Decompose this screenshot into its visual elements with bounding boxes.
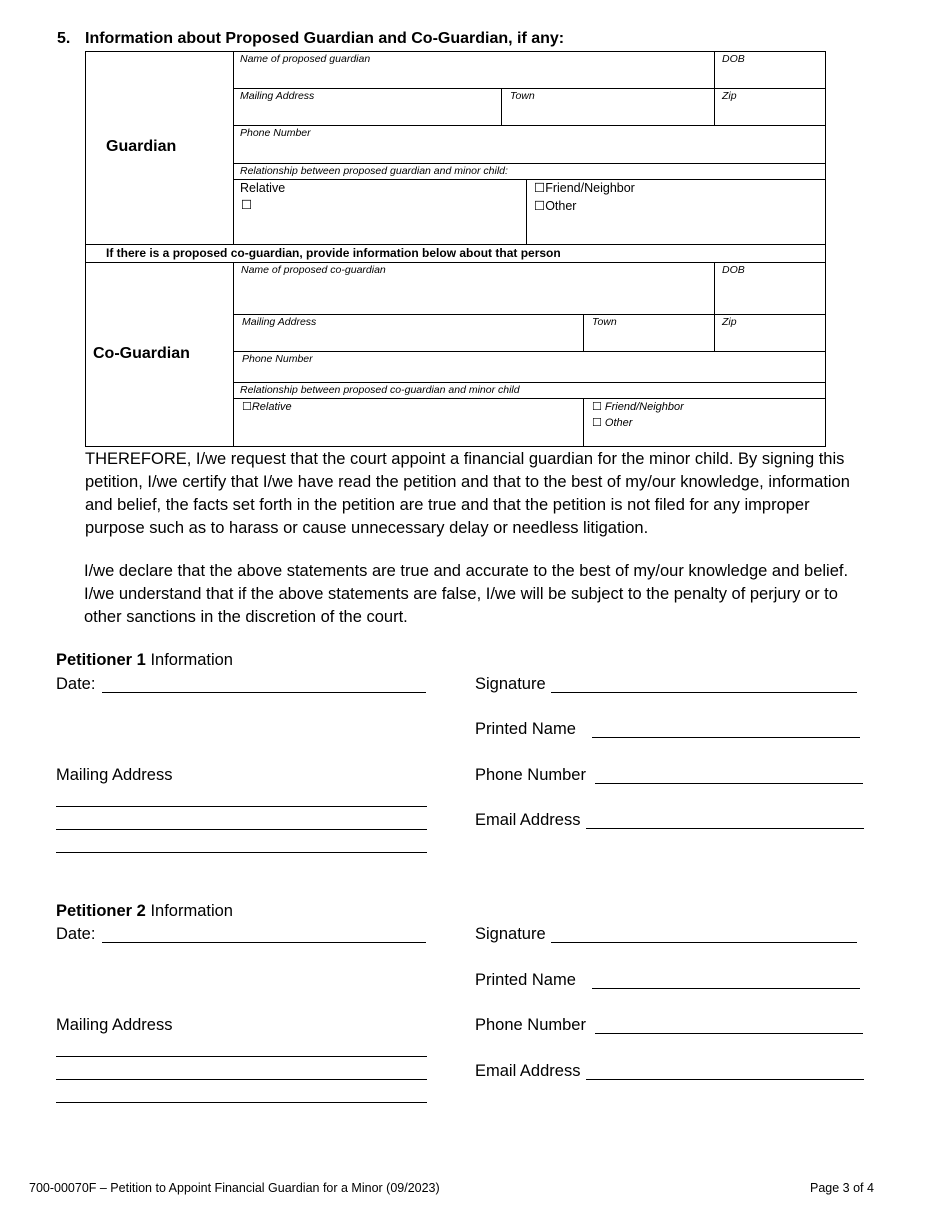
petitioner1-email-label: Email Address	[475, 811, 581, 829]
petitioner1-mailing-line-3[interactable]	[56, 852, 427, 853]
petitioner2-mailing-label: Mailing Address	[56, 1016, 173, 1034]
petitioner2-mailing-line-3[interactable]	[56, 1102, 427, 1103]
guardian-name-label: Name of proposed guardian	[240, 53, 371, 65]
petitioner1-phone-line[interactable]	[595, 783, 863, 784]
petitioner1-mailing-line-1[interactable]	[56, 806, 427, 807]
therefore-paragraph: THEREFORE, I/we request that the court appoint a financial guardian for the minor child. By signing this petition, I/we certify that I/we have read the petition and that to the best of my/our knowledge, information and belief, the facts set forth in the petition are true and that the petition is not filed for any improper purpose such as to harass or cause unnecessary delay or needless litigation.	[85, 450, 850, 537]
guardian-zip-label: Zip	[722, 90, 737, 102]
guardian-phone-label: Phone Number	[240, 127, 311, 139]
petitioner1-signature-label: Signature	[475, 675, 546, 693]
petitioner2-date-line[interactable]	[102, 942, 426, 943]
petitioner1-date-label: Date:	[56, 675, 96, 693]
petitioner1-mailing-line-2[interactable]	[56, 829, 427, 830]
petitioner2-email-label: Email Address	[475, 1062, 581, 1080]
petitioner2-printed-name-label: Printed Name	[475, 971, 576, 989]
petitioner2-mailing-line-2[interactable]	[56, 1079, 427, 1080]
petitioner2-email-line[interactable]	[586, 1079, 864, 1080]
petitioner2-heading	[56, 902, 233, 921]
petitioner1-signature-line[interactable]	[551, 692, 857, 693]
petitioner1-email-line[interactable]	[586, 828, 864, 829]
footer-form-id: 700-00070F – Petition to Appoint Financial Guardian for a Minor (09/2023)	[29, 1181, 440, 1195]
petitioner1-printed-name-label: Printed Name	[475, 720, 576, 738]
petitioner1-date-line[interactable]	[102, 692, 426, 693]
guardian-side-label: Guardian	[106, 138, 177, 155]
co-guardian-friend-checkbox[interactable]: ☐ Friend/Neighbor	[592, 401, 684, 413]
co-guardian-banner: If there is a proposed co-guardian, provide information below about that person	[106, 246, 561, 260]
petitioner2-phone-label: Phone Number	[475, 1016, 586, 1034]
guardian-relative-label: Relative	[240, 181, 286, 195]
section-title: Information about Proposed Guardian and Co-Guardian, if any:	[85, 30, 565, 47]
section-heading	[57, 30, 564, 48]
petitioner2-date-label: Date:	[56, 925, 96, 943]
guardian-dob-label: DOB	[722, 53, 745, 65]
petitioner1-mailing-label: Mailing Address	[56, 766, 173, 784]
guardian-relative-checkbox[interactable]: ☐	[241, 198, 253, 212]
guardian-friend-checkbox[interactable]: ☐Friend/Neighbor	[534, 181, 635, 195]
guardian-mailing-label: Mailing Address	[240, 90, 315, 102]
footer-page-number: Page 3 of 4	[810, 1181, 874, 1195]
co-guardian-town-label: Town	[592, 316, 617, 328]
petitioner2-heading-rest: Information	[145, 902, 233, 920]
co-guardian-zip-label: Zip	[722, 316, 737, 328]
section-number: 5.	[57, 30, 71, 47]
petitioner2-heading-bold: Petitioner 2	[56, 902, 146, 920]
petitioner2-phone-line[interactable]	[595, 1033, 863, 1034]
petitioner2-printed-name-line[interactable]	[592, 988, 860, 989]
petitioner2-signature-line[interactable]	[551, 942, 857, 943]
co-guardian-relative-checkbox[interactable]: ☐Relative	[242, 401, 292, 413]
declaration-paragraph: I/we declare that the above statements are true and accurate to the best of my/our knowledge and belief. I/we understand that if the above statements are false, I/we will be subject to the penalty of perjury or to other sanctions in the discretion of the court.	[84, 562, 849, 626]
petitioner1-printed-name-line[interactable]	[592, 737, 860, 738]
petitioner2-mailing-line-1[interactable]	[56, 1056, 427, 1057]
petitioner1-phone-label: Phone Number	[475, 766, 586, 784]
petitioner2-signature-label: Signature	[475, 925, 546, 943]
guardian-relationship-label: Relationship between proposed guardian and minor child:	[240, 165, 508, 177]
petitioner1-heading	[56, 651, 233, 670]
co-guardian-other-checkbox[interactable]: ☐ Other	[592, 417, 633, 429]
petitioner1-heading-rest: Information	[145, 651, 233, 669]
petitioner1-heading-bold: Petitioner 1	[56, 651, 146, 669]
co-guardian-name-label: Name of proposed co-guardian	[241, 264, 386, 276]
co-guardian-relationship-label: Relationship between proposed co-guardian and minor child	[240, 384, 520, 396]
co-guardian-mailing-label: Mailing Address	[242, 316, 317, 328]
co-guardian-side-label: Co-Guardian	[93, 345, 190, 362]
guardian-phone-field[interactable]	[233, 125, 826, 164]
co-guardian-dob-label: DOB	[722, 264, 745, 276]
guardian-town-label: Town	[510, 90, 535, 102]
guardian-other-checkbox[interactable]: ☐Other	[534, 199, 577, 213]
co-guardian-phone-label: Phone Number	[242, 353, 313, 365]
co-guardian-phone-field[interactable]	[233, 351, 826, 383]
